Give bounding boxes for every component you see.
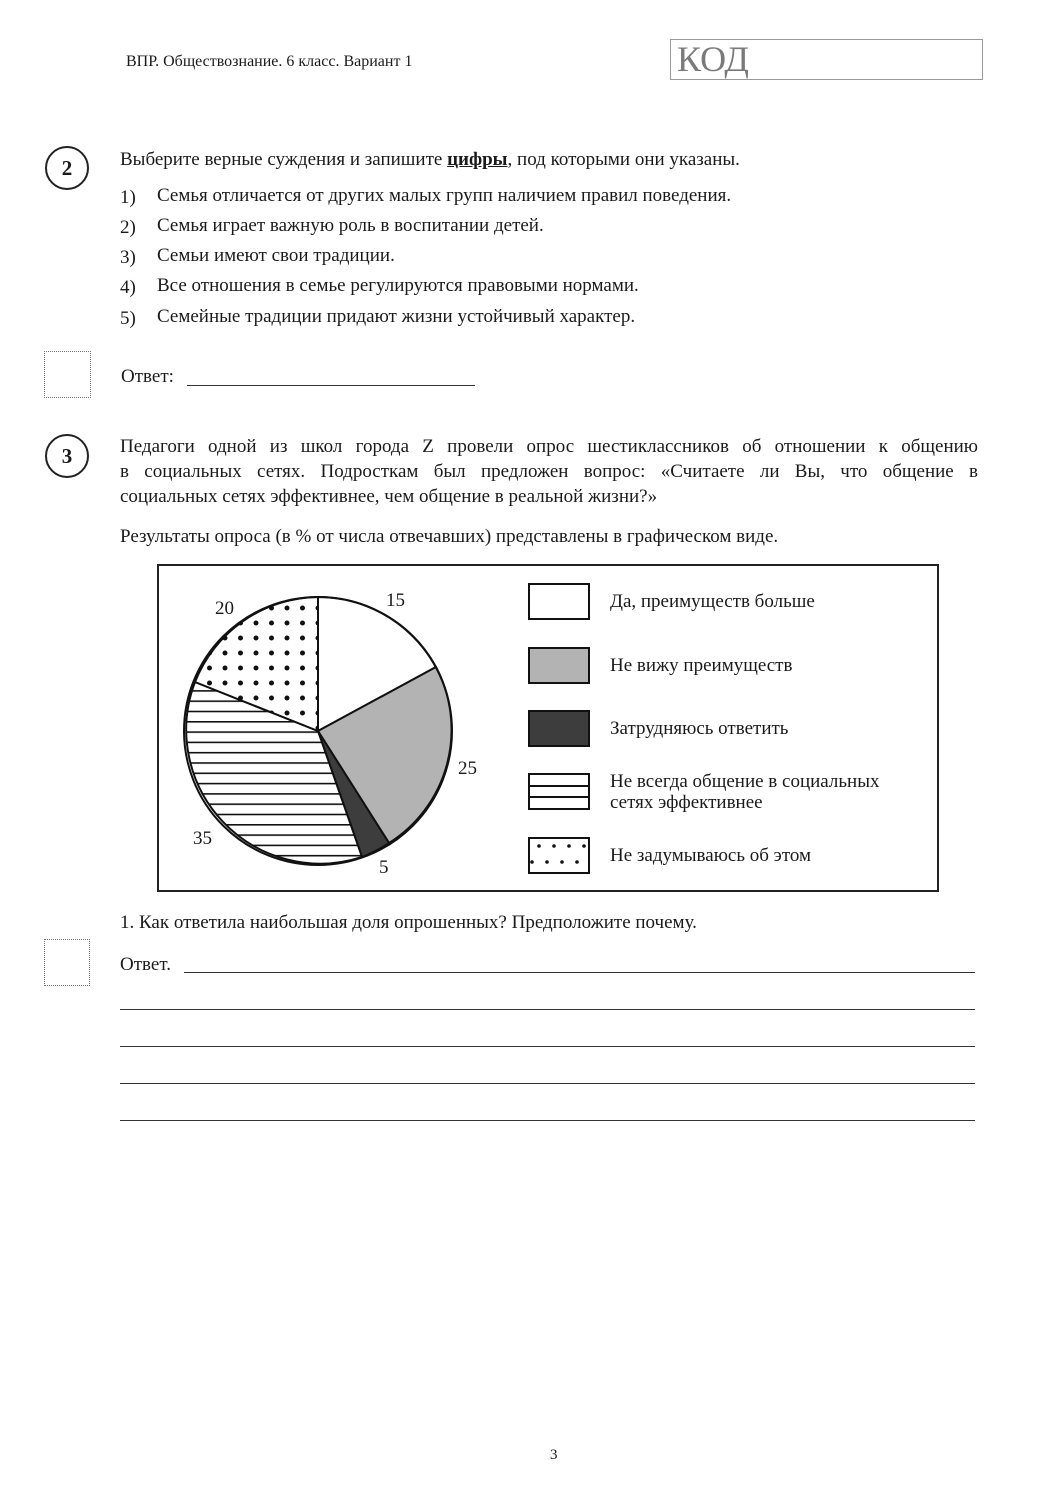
instruction-emphasis: цифры <box>447 149 508 170</box>
legend-label: Да, преимуществ больше <box>610 591 815 612</box>
option-text: Семьи имеют свои традиции. <box>157 245 395 266</box>
option-text: Семейные традиции придают жизни устойчивый характер. <box>157 306 636 327</box>
option-number: 2) <box>120 217 136 238</box>
code-label: КОД <box>677 39 749 79</box>
legend-label-continued: сетях эффективнее <box>610 792 763 813</box>
slice-label-15: 15 <box>386 590 405 611</box>
task-3-intro-line: в социальных сетях. Подросткам был предложен вопрос: «Считаете ли Вы, что общение в <box>120 461 978 482</box>
option-text: Семья играет важную роль в воспитании детей. <box>157 215 544 236</box>
task-3-answer-line[interactable] <box>120 1046 975 1047</box>
legend-swatch-dark-gray <box>529 711 589 746</box>
option-number: 5) <box>120 308 136 329</box>
legend-swatch-white <box>529 584 589 619</box>
legend-label: Не задумываюсь об этом <box>610 845 812 866</box>
slice-label-35: 35 <box>193 828 212 849</box>
option-text: Все отношения в семье регулируются правовыми нормами. <box>157 275 639 296</box>
document-header-title: ВПР. Обществознание. 6 класс. Вариант 1 <box>126 53 413 70</box>
option-number: 1) <box>120 187 136 208</box>
task-2-answer-label: Ответ: <box>121 366 174 387</box>
task-3-number: 3 <box>45 434 89 478</box>
task-2-number: 2 <box>45 146 89 190</box>
legend-label: Не вижу преимуществ <box>610 655 793 676</box>
legend-label: Не всегда общение в социальных <box>610 771 880 792</box>
legend-swatch-lines <box>529 774 589 809</box>
slice-label-25: 25 <box>458 758 477 779</box>
instruction-text: Выберите верные суждения и запишите <box>120 149 448 170</box>
slice-label-5: 5 <box>379 857 389 878</box>
task-3-answer-line[interactable] <box>120 1083 975 1084</box>
instruction-text-end: , под которыми они указаны. <box>507 149 740 170</box>
task-3-results-text: Результаты опроса (в % от числа отвечавших) представлены в графическом виде. <box>120 526 779 547</box>
legend-label: Затрудняюсь ответить <box>610 718 789 739</box>
task-3-answer-line[interactable] <box>120 1009 975 1010</box>
task-3-answer-label: Ответ. <box>120 954 171 975</box>
task-3-intro-line: Педагоги одной из школ города Z провели опрос шестиклассников об отношении к общению <box>120 436 978 457</box>
option-number: 3) <box>120 247 136 268</box>
task-3-question: 1. Как ответила наибольшая доля опрошенных? Предположите почему. <box>120 912 697 933</box>
page-number: 3 <box>550 1447 558 1463</box>
legend-swatch-dots <box>529 838 589 873</box>
option-number: 4) <box>120 277 136 298</box>
option-text: Семья отличается от других малых групп наличием правил поведения. <box>157 185 732 206</box>
task-3-intro-line: социальных сетях эффективнее, чем общение в реальной жизни?» <box>120 486 658 507</box>
task-3-answer-field[interactable] <box>184 972 975 973</box>
legend-swatch-light-gray <box>529 648 589 683</box>
task-3-score-box[interactable] <box>44 939 90 986</box>
task-3-answer-line[interactable] <box>120 1120 975 1121</box>
slice-label-20: 20 <box>215 598 234 619</box>
